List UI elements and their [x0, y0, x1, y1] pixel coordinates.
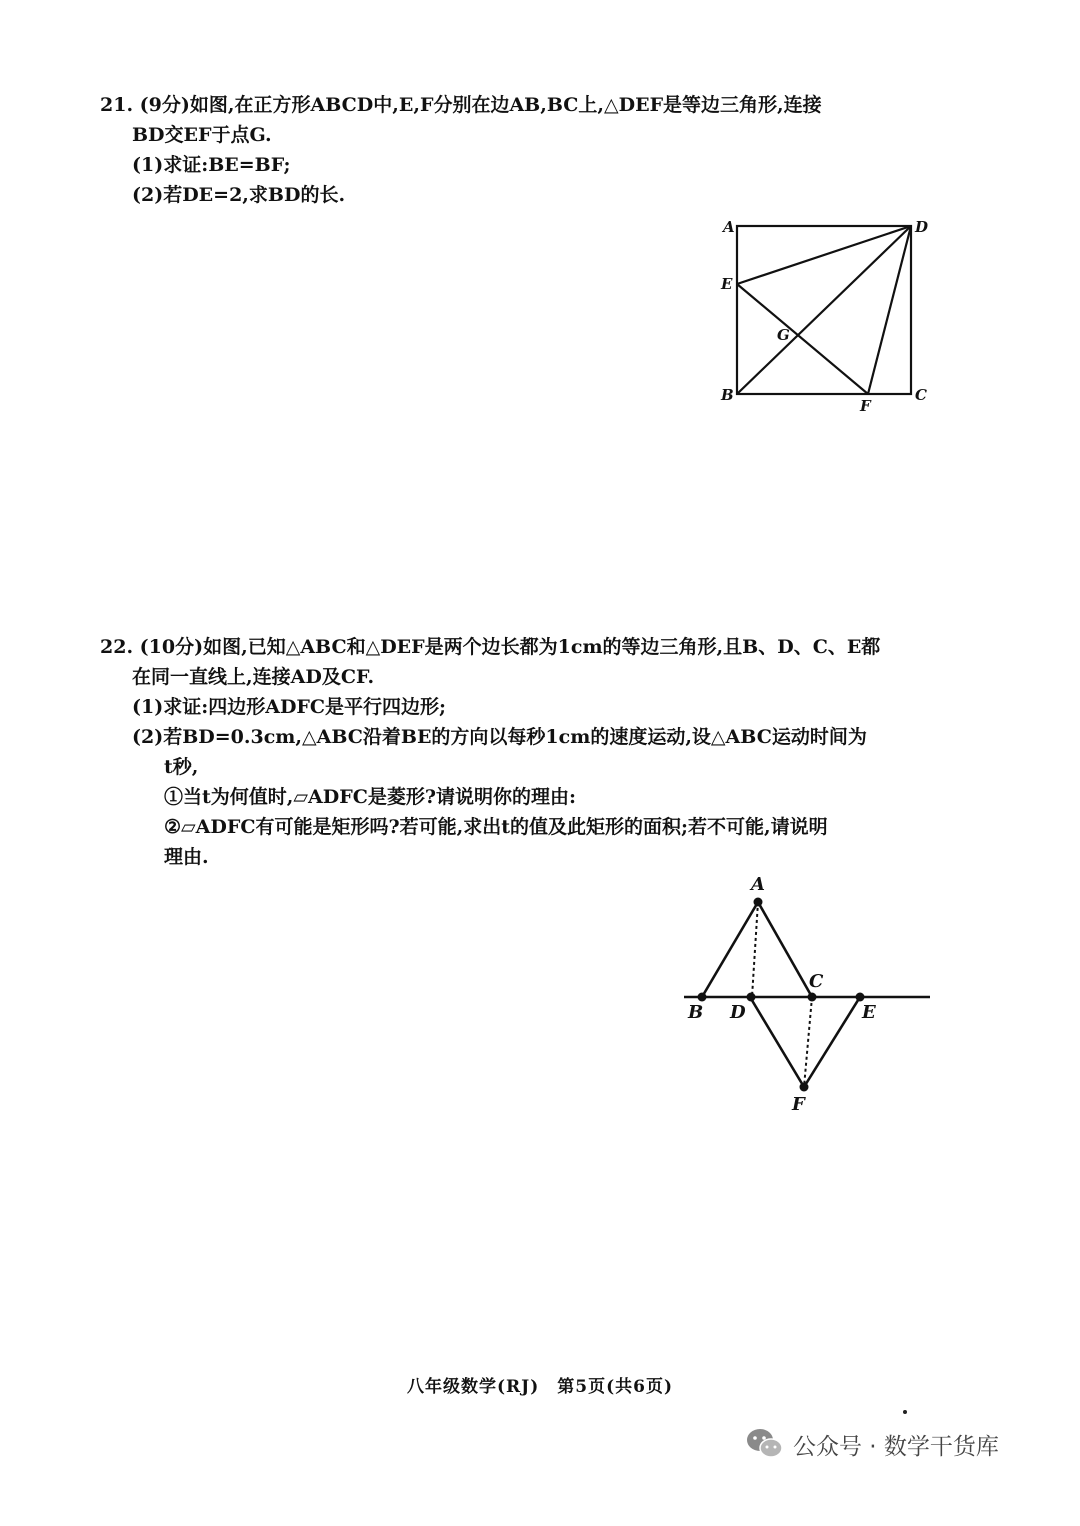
segment-ef [737, 284, 868, 394]
side-df [750, 997, 804, 1087]
point-d [747, 993, 756, 1002]
label-g: G [777, 326, 790, 344]
segment-de [737, 226, 911, 284]
label-a: A [751, 874, 765, 895]
dashed-cf [804, 997, 812, 1087]
q22-figure [680, 868, 935, 1122]
wechat-icon [745, 1427, 785, 1461]
point-e [856, 993, 865, 1002]
side-fe [804, 997, 860, 1087]
segment-df [868, 226, 911, 394]
diagonal-bd [737, 226, 911, 394]
q22-stem-line1: 22. (10分)如图,已知△ABC和△DEF是两个边长都为1cm的等边三角形,且B、D、C、E都 [100, 636, 881, 658]
side-ab [702, 902, 758, 997]
q21-stem-line2: BD交EF于点G. [132, 124, 272, 146]
point-c [808, 993, 817, 1002]
point-a [754, 898, 763, 907]
label-f: F [860, 397, 871, 415]
watermark-text: 公众号 · 数学干货库 [793, 1433, 999, 1460]
label-b: B [688, 1002, 704, 1023]
label-b: B [721, 386, 734, 404]
point-b [698, 993, 707, 1002]
label-c: C [809, 971, 824, 992]
q21-figure [715, 212, 940, 421]
q22-sub2-line2: 理由. [164, 846, 209, 868]
point-f [800, 1083, 809, 1092]
q22-part1: (1)求证:四边形ADFC是平行四边形; [132, 696, 447, 718]
label-e: E [862, 1002, 876, 1023]
question-22 [100, 632, 940, 872]
label-d: D [915, 218, 929, 236]
side-ac [758, 902, 812, 997]
q21-part2: (2)若DE=2,求BD的长. [132, 184, 346, 206]
q21-part1: (1)求证:BE=BF; [132, 154, 291, 176]
watermark [745, 1424, 999, 1464]
label-c: C [915, 386, 927, 404]
q22-sub1: ①当t为何值时,▱ADFC是菱形?请说明你的理由: [164, 786, 576, 808]
page-footer: 八年级数学(RJ) 第5页(共6页) [406, 1377, 673, 1397]
stray-dot [903, 1410, 907, 1414]
label-e: E [721, 275, 733, 293]
question-21 [100, 90, 940, 210]
q22-part2-line2: t秒, [164, 756, 199, 778]
q21-stem-line1: 21. (9分)如图,在正方形ABCD中,E,F分别在边AB,BC上,△DEF是等边三角形,连接 [100, 94, 822, 116]
label-a: A [723, 218, 735, 236]
label-f: F [792, 1094, 805, 1115]
q22-stem-line2: 在同一直线上,连接AD及CF. [132, 666, 375, 688]
q22-part2-line1: (2)若BD=0.3cm,△ABC沿着BE的方向以每秒1cm的速度运动,设△ABC运动时间为 [132, 726, 867, 748]
label-d: D [730, 1002, 746, 1023]
q22-sub2-line1: ②▱ADFC有可能是矩形吗?若可能,求出t的值及此矩形的面积;若不可能,请说明 [164, 816, 828, 838]
dashed-ad [752, 902, 758, 997]
